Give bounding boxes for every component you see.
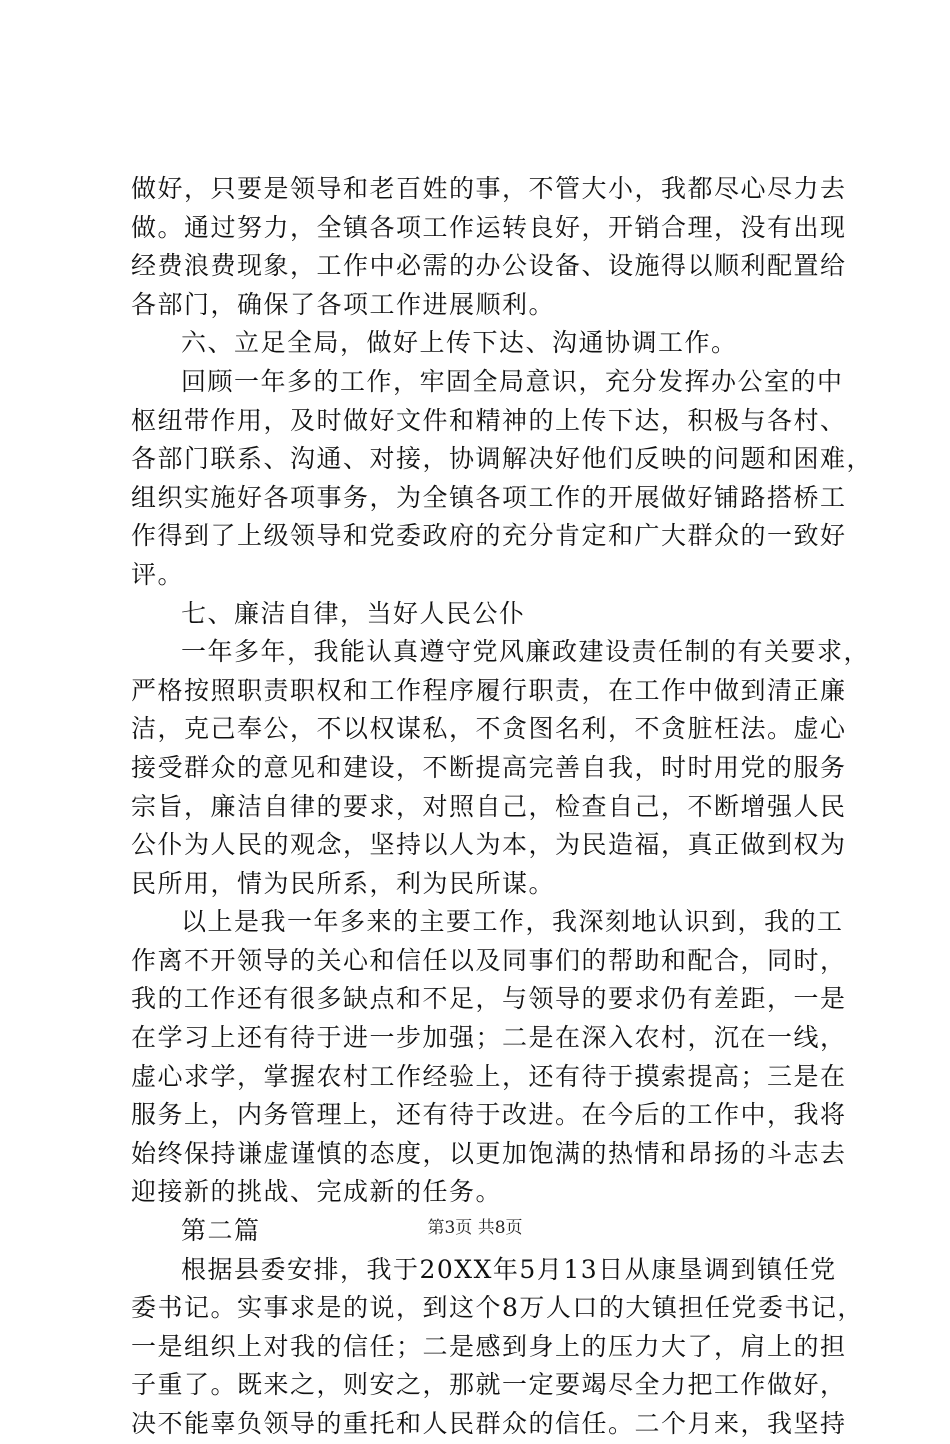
text-line: 迎接新的挑战、完成新的任务。 [131, 1177, 503, 1207]
text-line: 根据县委安排，我于20XX年5月13日从康垦调到镇任党 [181, 1254, 837, 1284]
text-line: 组织实施好各项事务，为全镇各项工作的开展做好铺路搭桥工 [131, 482, 847, 512]
text-line: 委书记。实事求是的说，到这个8万人口的大镇担任党委书记， [131, 1293, 864, 1323]
text-line: 以上是我一年多来的主要工作，我深刻地认识到，我的工 [181, 907, 844, 937]
text-line: 各部门联系、沟通、对接，协调解决好他们反映的问题和困难， [131, 444, 874, 474]
text-line: 作离不开领导的关心和信任以及同事们的帮助和配合，同时， [131, 945, 847, 975]
text-line: 洁，克己奉公，不以权谋私，不贪图名利，不贪脏枉法。虚心 [131, 714, 847, 744]
text-line: 服务上，内务管理上，还有待于改进。在今后的工作中，我将 [131, 1100, 847, 1130]
text-line: 六、立足全局，做好上传下达、沟通协调工作。 [181, 328, 738, 358]
document-body [131, 170, 874, 1444]
text-line: 各部门，确保了各项工作进展顺利。 [131, 289, 556, 319]
text-line: 公仆为人民的观念，坚持以人为本，为民造福，真正做到权为 [131, 830, 847, 860]
text-line: 经费浪费现象，工作中必需的办公设备、设施得以顺利配置给 [131, 251, 847, 281]
text-line: 第二篇 [181, 1216, 261, 1246]
text-line: 严格按照职责职权和工作程序履行职责，在工作中做到清正廉 [131, 675, 847, 705]
text-line: 评。 [131, 559, 185, 589]
text-line: 作得到了上级领导和党委政府的充分肯定和广大群众的一致好 [131, 521, 847, 551]
text-line: 七、廉洁自律，当好人民公仆 [181, 598, 526, 628]
text-line: 做好，只要是领导和老百姓的事，不管大小，我都尽心尽力去 [131, 174, 847, 203]
text-line: 决不能辜负领导的重托和人民群众的信任。二个月来，我坚持 [131, 1409, 847, 1438]
text-line: 枢纽带作用，及时做好文件和精神的上传下达，积极与各村、 [131, 405, 847, 435]
text-line: 做。通过努力，全镇各项工作运转良好，开销合理，没有出现 [131, 212, 847, 242]
text-line: 回顾一年多的工作，牢固全局意识，充分发挥办公室的中 [181, 366, 844, 396]
text-line: 我的工作还有很多缺点和不足，与领导的要求仍有差距，一是 [131, 984, 847, 1014]
text-line: 民所用，情为民所系，利为民所谋。 [131, 868, 556, 898]
text-line: 在学习上还有待于进一步加强；二是在深入农村，沉在一线， [131, 1023, 847, 1053]
page-footer: 第3页 共8页 [427, 1218, 523, 1238]
text-line: 宗旨，廉洁自律的要求，对照自己，检查自己，不断增强人民 [131, 791, 847, 821]
text-line: 接受群众的意见和建设，不断提高完善自我，时时用党的服务 [131, 752, 847, 782]
text-line: 虚心求学，掌握农村工作经验上，还有待于摸索提高；三是在 [131, 1061, 847, 1091]
text-line: 一年多年，我能认真遵守党风廉政建设责任制的有关要求， [181, 637, 871, 667]
text-line: 始终保持谦虚谨慎的态度，以更加饱满的热情和昂扬的斗志去 [131, 1138, 847, 1168]
text-line: 一是组织上对我的信任；二是感到身上的压力大了，肩上的担 [131, 1331, 847, 1361]
text-line: 子重了。既来之，则安之，那就一定要竭尽全力把工作做好， [131, 1370, 847, 1400]
